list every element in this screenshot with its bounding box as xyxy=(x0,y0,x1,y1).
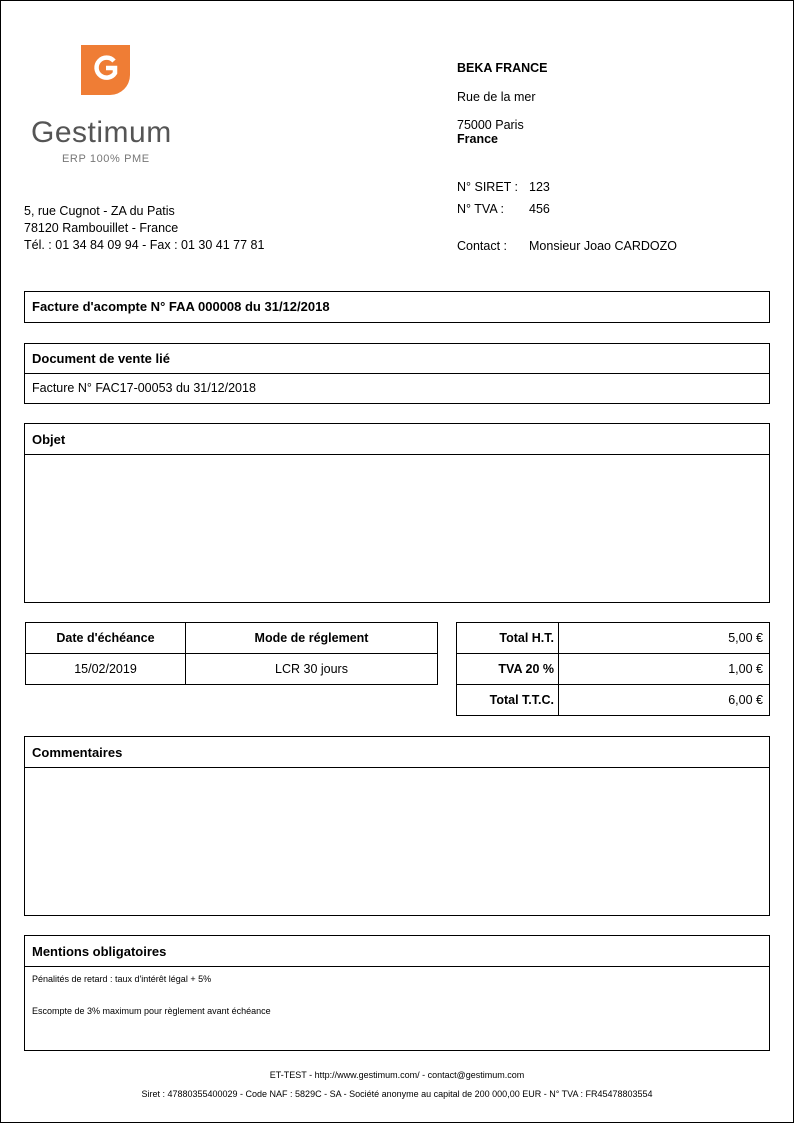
linked-doc-value: Facture N° FAC17-00053 du 31/12/2018 xyxy=(32,381,256,395)
total-ht-value: 5,00 € xyxy=(559,623,770,654)
contact-value: Monsieur Joao CARDOZO xyxy=(529,239,677,253)
footer-line-1: ET-TEST - http://www.gestimum.com/ - contact@gestimum.com xyxy=(269,1070,525,1080)
object-box xyxy=(24,423,770,603)
tva-total-value: 1,00 € xyxy=(559,654,770,685)
tva-value: 456 xyxy=(529,202,550,216)
client-name: BEKA FRANCE xyxy=(457,61,548,75)
comments-heading: Commentaires xyxy=(25,737,769,768)
contact-label: Contact : xyxy=(457,239,508,253)
gestimum-logo-icon xyxy=(81,45,130,95)
client-contact xyxy=(457,238,677,254)
totals-table xyxy=(456,622,770,716)
totals-row xyxy=(457,685,770,716)
siret-value: 123 xyxy=(529,180,550,194)
linked-doc-box xyxy=(24,343,770,404)
client-street: Rue de la mer xyxy=(457,90,536,104)
comments-box xyxy=(24,736,770,916)
client-siret xyxy=(457,179,550,195)
sender-city: 78120 Rambouillet - France xyxy=(24,221,179,235)
totals-row xyxy=(457,654,770,685)
payment-mode-value: LCR 30 jours xyxy=(186,654,438,685)
client-postcode-city: 75000 Paris xyxy=(457,118,524,132)
total-ttc-label: Total T.T.C. xyxy=(457,685,559,716)
object-heading: Objet xyxy=(25,424,769,455)
total-ht-label: Total H.T. xyxy=(457,623,559,654)
tva-total-label: TVA 20 % xyxy=(457,654,559,685)
footer-line-2: Siret : 47880355400029 - Code NAF : 5829C - SA - Société anonyme au capital de 200 000,00 EUR - N° TVA : FR45478803554 xyxy=(141,1089,653,1099)
invoice-title: Facture d'acompte N° FAA 000008 du 31/12/2018 xyxy=(32,299,330,314)
payment-table xyxy=(25,622,438,685)
brand-name: Gestimum xyxy=(31,116,172,149)
due-date-header: Date d'échéance xyxy=(26,623,186,654)
tva-label: N° TVA : xyxy=(457,202,504,216)
client-tva xyxy=(457,201,550,217)
linked-doc-heading: Document de vente lié xyxy=(25,344,769,374)
due-date-value: 15/02/2019 xyxy=(26,654,186,685)
mentions-line-2: Escompte de 3% maximum pour règlement avant échéance xyxy=(32,1006,271,1016)
total-ttc-value: 6,00 € xyxy=(559,685,770,716)
siret-label: N° SIRET : xyxy=(457,180,519,194)
sender-phone: Tél. : 01 34 84 09 94 - Fax : 01 30 41 77 81 xyxy=(24,238,265,252)
totals-row xyxy=(457,623,770,654)
mentions-box xyxy=(24,935,770,1051)
invoice-title-box xyxy=(24,291,770,323)
sender-address: 5, rue Cugnot - ZA du Patis xyxy=(24,204,175,218)
payment-mode-header: Mode de réglement xyxy=(186,623,438,654)
mentions-line-1: Pénalités de retard : taux d'intérêt légal + 5% xyxy=(32,974,212,984)
mentions-heading: Mentions obligatoires xyxy=(25,936,769,967)
client-country: France xyxy=(457,132,498,146)
brand-tagline: ERP 100% PME xyxy=(62,153,150,165)
